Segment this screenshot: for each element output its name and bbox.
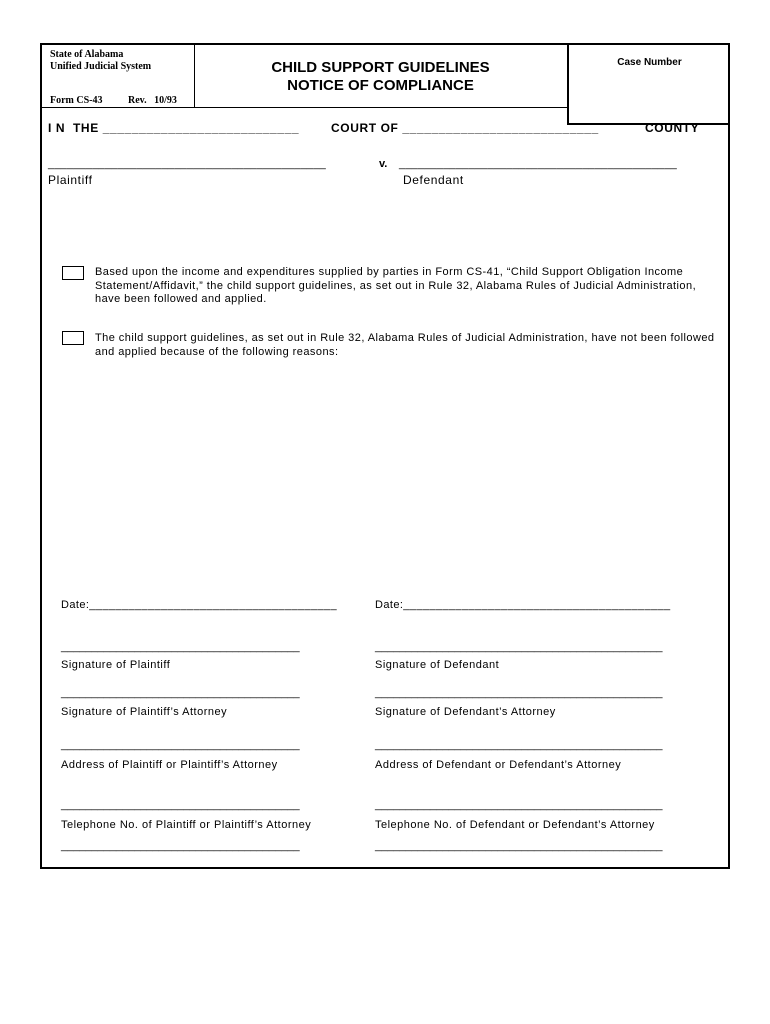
reasons-area[interactable] (62, 365, 712, 585)
plaintiff-telephone-line[interactable]: _______________________________________ (61, 840, 300, 852)
guidelines-followed-text: Based upon the income and expenditures supplied by parties in Form CS-41, “Child Support Obligation Income Statement/Affidavit,” the child support guidelines, as set out in Rule 32, Alabama Rules of Judicial Administration, have been followed and applied. (95, 266, 697, 305)
form-title-line2: NOTICE OF COMPLIANCE (287, 77, 474, 94)
header-title-box (194, 45, 567, 108)
defendant-name-field[interactable]: ____________________________________________ (399, 158, 677, 170)
plaintiff-attorney-signature-line[interactable]: _______________________________________ (61, 687, 300, 699)
guidelines-not-followed-checkbox[interactable] (62, 331, 84, 345)
plaintiff-date-field[interactable]: Date:______________________________________ (61, 599, 337, 611)
form-cs43 (40, 43, 730, 869)
county-label: COUNTY (645, 121, 700, 135)
revision-date: Rev. 10/93 (128, 95, 177, 106)
plaintiff-address-label: Address of Plaintiff or Plaintiff’s Attorney (61, 759, 278, 771)
plaintiff-address-line[interactable]: _______________________________________ (61, 739, 300, 751)
defendant-telephone-label: Telephone No. of Defendant or Defendant’s Attorney (375, 819, 655, 831)
form-number: Form CS-43 (50, 95, 103, 106)
defendant-attorney-signature-label: Signature of Defendant’s Attorney (375, 706, 556, 718)
versus-label: v. (379, 158, 388, 170)
plaintiff-telephone-upper-line[interactable]: _______________________________________ (61, 799, 300, 811)
plaintiff-signature-line[interactable]: _______________________________________ (61, 641, 300, 653)
defendant-address-label: Address of Defendant or Defendant’s Attorney (375, 759, 622, 771)
court-in-the-field[interactable]: I N THE ___________________________ (48, 121, 300, 135)
court-of-field[interactable]: COURT OF ___________________________ (331, 121, 599, 135)
guidelines-followed-checkbox[interactable] (62, 266, 84, 280)
plaintiff-name-field[interactable]: ____________________________________________ (48, 158, 326, 170)
defendant-telephone-line[interactable]: _______________________________________________ (375, 840, 663, 852)
state-label: State of Alabama (50, 49, 124, 60)
plaintiff-attorney-signature-label: Signature of Plaintiff’s Attorney (61, 706, 228, 718)
case-number-label: Case Number (617, 57, 682, 68)
form-title-line1: CHILD SUPPORT GUIDELINES (271, 59, 490, 76)
plaintiff-telephone-label: Telephone No. of Plaintiff or Plaintiff’s Attorney (61, 819, 312, 831)
defendant-date-field[interactable]: Date:_________________________________________ (375, 599, 671, 611)
defendant-signature-line[interactable]: _______________________________________________ (375, 641, 663, 653)
case-number-field[interactable] (567, 45, 730, 125)
header-agency-box (42, 45, 195, 108)
defendant-attorney-signature-line[interactable]: _______________________________________________ (375, 687, 663, 699)
defendant-address-line[interactable]: _______________________________________________ (375, 739, 663, 751)
plaintiff-label: Plaintiff (48, 173, 93, 187)
plaintiff-signature-label: Signature of Plaintiff (61, 659, 171, 671)
defendant-telephone-upper-line[interactable]: _______________________________________________ (375, 799, 663, 811)
guidelines-not-followed-text: The child support guidelines, as set out in Rule 32, Alabama Rules of Judicial Administration, have not been followed and applied because of the following reasons: (95, 332, 715, 358)
system-label: Unified Judicial System (50, 61, 152, 72)
defendant-signature-label: Signature of Defendant (375, 659, 500, 671)
defendant-label: Defendant (403, 173, 464, 187)
